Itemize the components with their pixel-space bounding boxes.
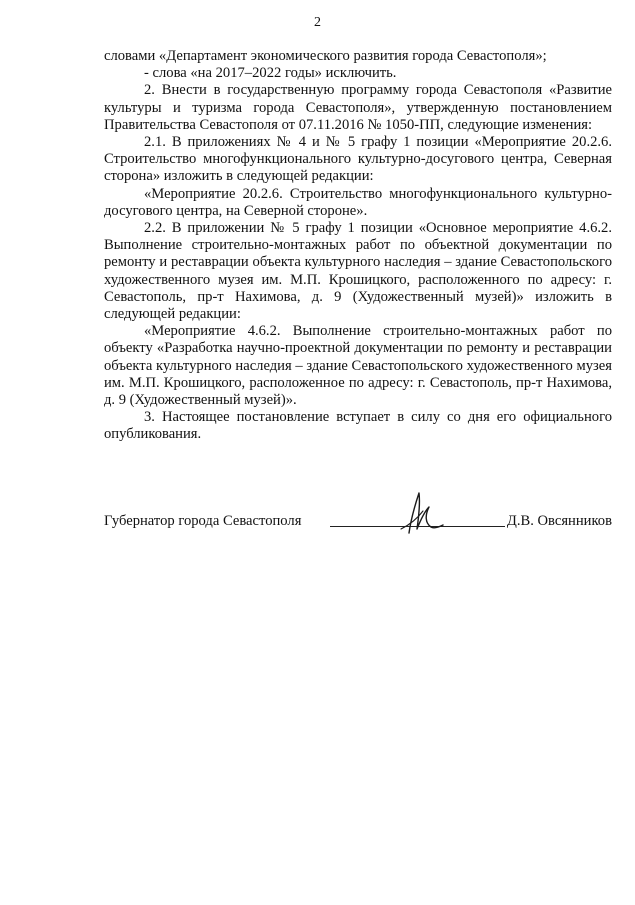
document-body: [104, 48, 612, 444]
signatory-name: Д.В. Овсянников: [506, 513, 612, 529]
paragraph-item-2-1: 2.1. В приложениях № 4 и № 5 графу 1 позиции «Мероприятие 20.2.6. Строительство многофункционального культурно-досугового центра, Северная сторона» изложить в следующей редакции:: [104, 134, 612, 185]
page-number: 2: [314, 15, 321, 30]
paragraph-item-3: 3. Настоящее постановление вступает в силу со дня его официального опубликования.: [104, 409, 612, 443]
signature-block: [104, 495, 612, 545]
paragraph-item-2-2-new-wording: «Мероприятие 4.6.2. Выполнение строительно-монтажных работ по объекту «Разработка научно-проектной документации по ремонту и реставрации объекта культурного наследия – здание Севастопольского художественного музея им. М.П. Крошицкого, расположенное по адресу: г. Севастополь, пр-т Нахимова, д. 9 (Художественный музей)».: [104, 323, 612, 409]
signatory-role: Губернатор города Севастополя: [104, 513, 302, 529]
paragraph-exclude-years: - слова «на 2017–2022 годы» исключить.: [144, 65, 397, 82]
paragraph-continuation: словами «Департамент экономического развития города Севастополя»;: [104, 48, 547, 64]
paragraph-item-2: 2. Внести в государственную программу города Севастополя «Развитие культуры и туризма города Севастополя», утвержденную постановлением Правительства Севастополя от 07.11.2016 № 1050-ПП, следующие изменения:: [104, 82, 612, 133]
paragraph-item-2-1-new-wording: «Мероприятие 20.2.6. Строительство многофункционального культурно-досугового центра, на Северной стороне».: [104, 185, 612, 219]
handwritten-signature: [379, 489, 449, 537]
paragraph-item-2-2: 2.2. В приложении № 5 графу 1 позиции «Основное мероприятие 4.6.2. Выполнение строительно-монтажных работ по объектной документации по ремонту и реставрации объекта культурного наследия – здание Севастопольского художественного музея им. М.П. Крошицкого, расположенного по адресу: г. Севастополь, пр-т Нахимова, д. 9 (Художественный музей)» изложить в следующей редакции:: [104, 220, 612, 323]
